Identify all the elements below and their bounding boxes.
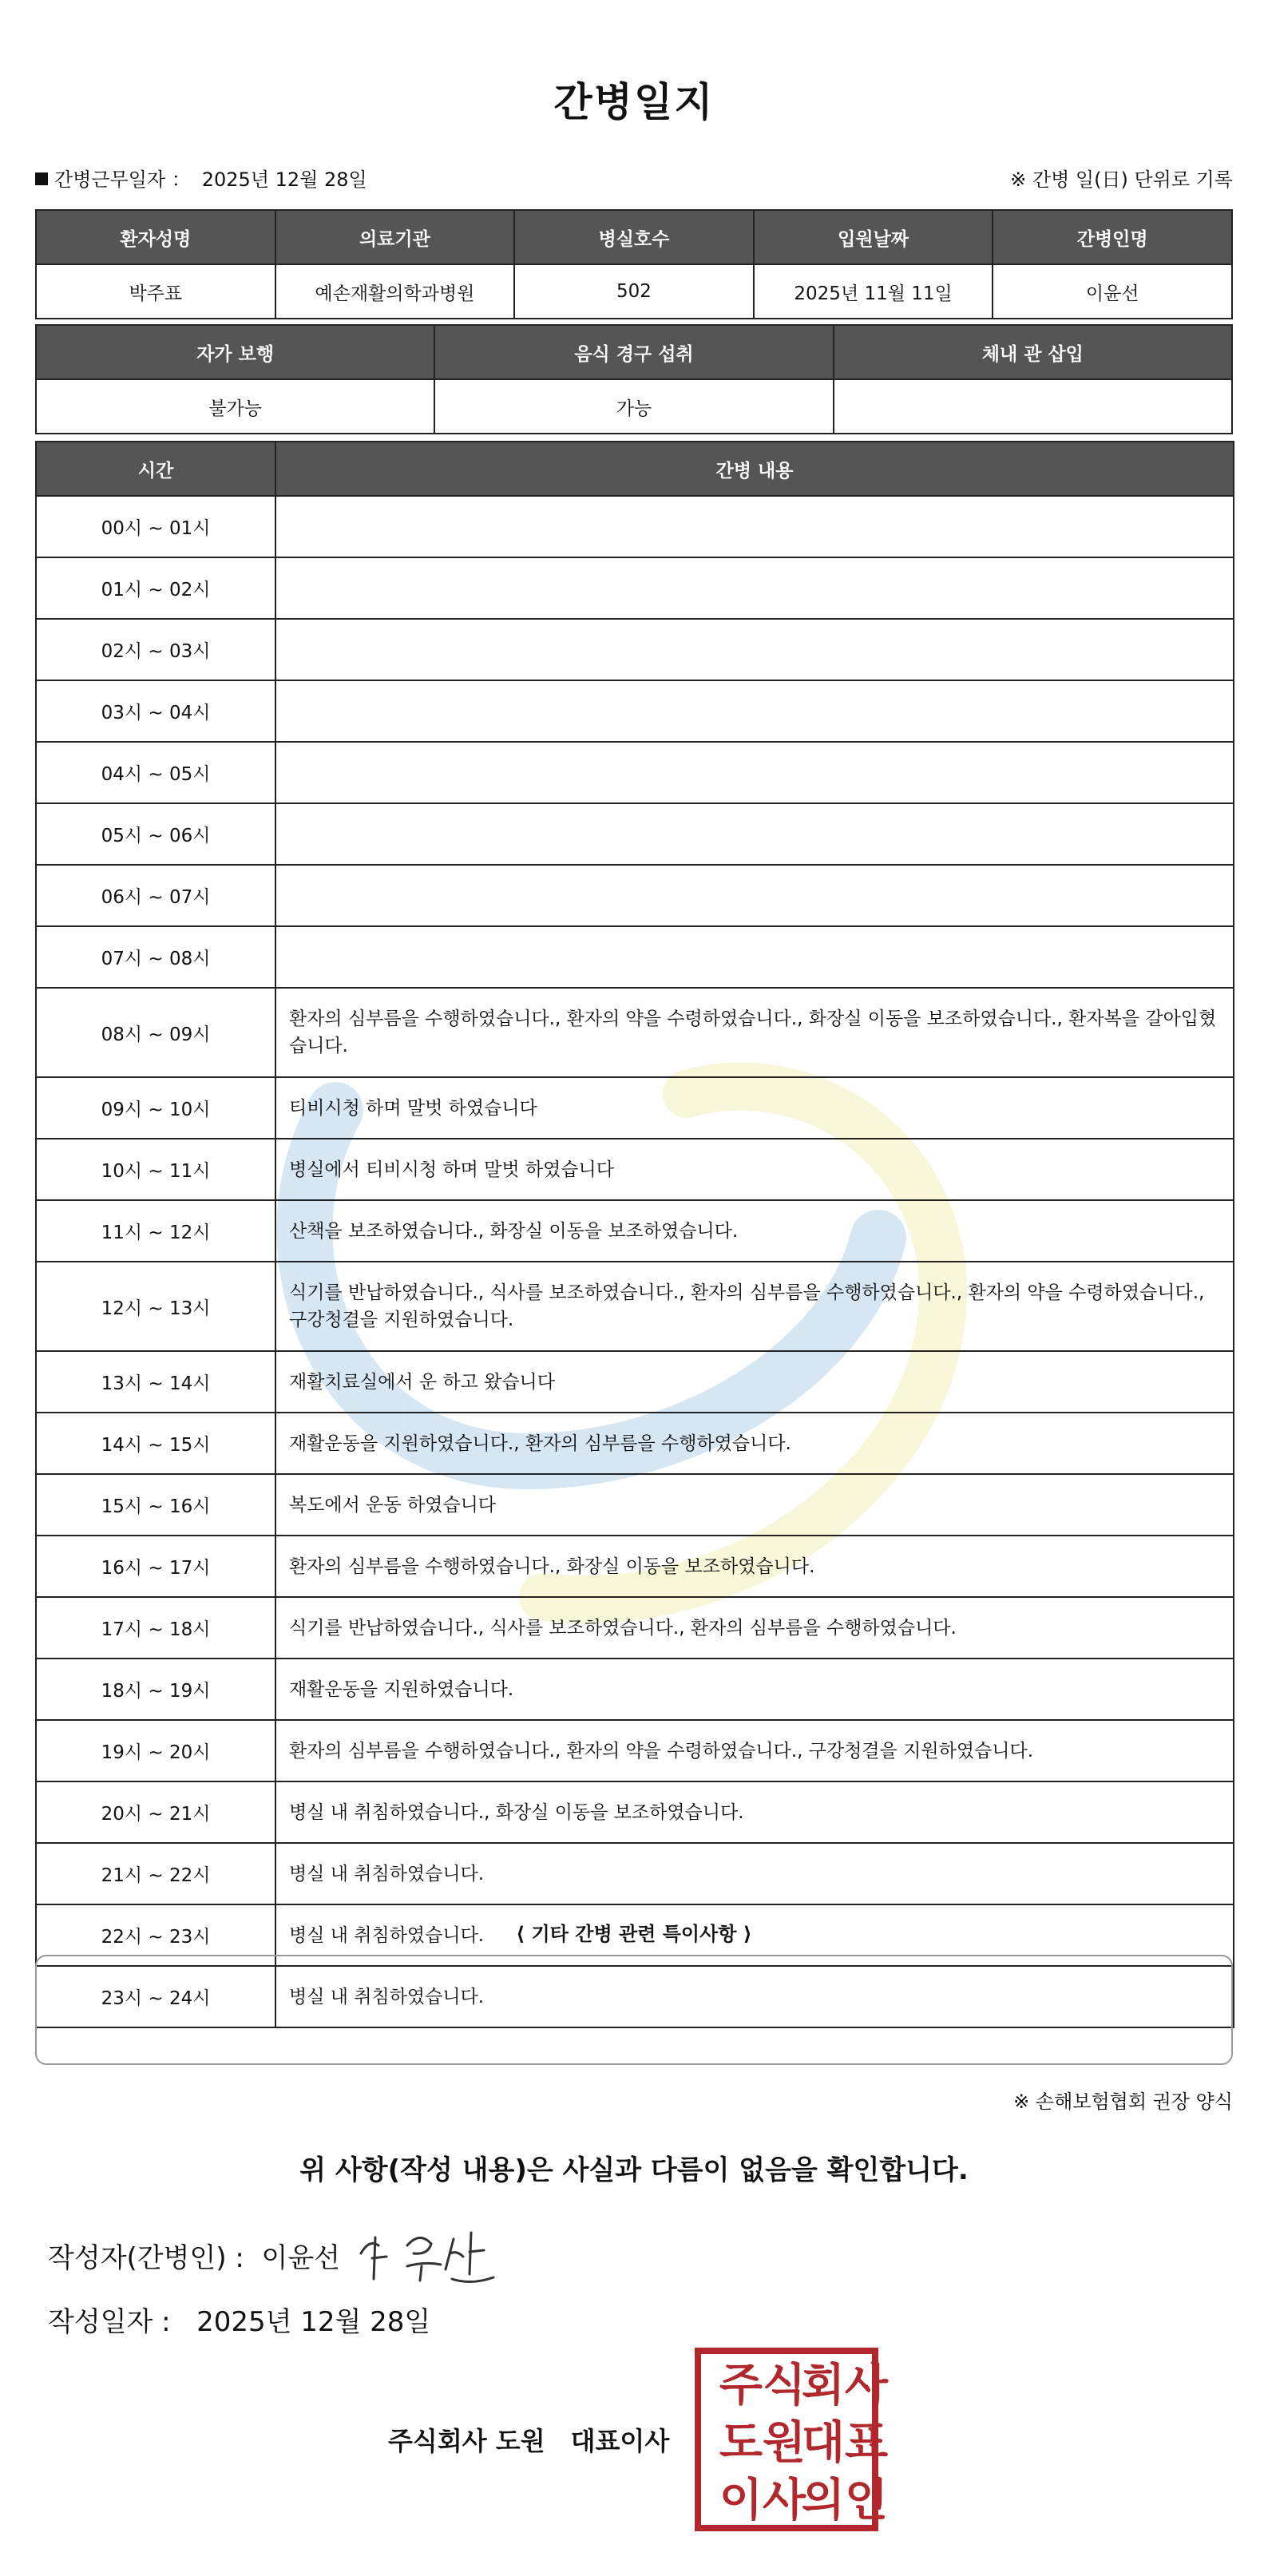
care-log-table [35, 441, 1234, 2028]
care-log-row [36, 1536, 1234, 1597]
written-date-value: 2025년 12월 28일 [196, 2306, 431, 2338]
handwritten-signature [351, 2221, 511, 2293]
special-notes-box [35, 1955, 1233, 2065]
care-log-content: 병실 내 취침하였습니다. [275, 1966, 1234, 2027]
care-log-row [36, 1077, 1234, 1139]
caregiver-name: 이윤선 [993, 264, 1232, 319]
care-log-row [36, 1262, 1234, 1351]
header-hospital: 의료기관 [275, 210, 515, 264]
care-log-row [36, 1720, 1234, 1781]
care-log-content: 병실 내 취침하였습니다., 화장실 이동을 보조하였습니다. [275, 1781, 1234, 1843]
care-log-content [275, 926, 1234, 988]
care-log-row [36, 680, 1234, 742]
care-log-content: 병실 내 취침하였습니다. [275, 1904, 1234, 1966]
care-log-row [36, 926, 1234, 988]
care-log-time: 20시 ~ 21시 [36, 1781, 275, 1843]
care-log-row [36, 1843, 1234, 1904]
care-log-time: 11시 ~ 12시 [36, 1200, 275, 1262]
care-log-row [36, 988, 1234, 1077]
written-date [48, 2300, 430, 2339]
care-log-time: 18시 ~ 19시 [36, 1659, 275, 1720]
care-log-content: 복도에서 운동 하였습니다 [275, 1474, 1234, 1536]
care-log-row [36, 803, 1234, 865]
hospital-name: 예손재활의학과병원 [275, 264, 515, 319]
writer-label: 작성자(간병인) : [48, 2242, 244, 2274]
care-log-content: 환자의 심부름을 수행하였습니다., 환자의 약을 수령하였습니다., 구강청결을 지원하였습니다. [275, 1720, 1234, 1781]
care-log-time: 02시 ~ 03시 [36, 619, 275, 680]
care-log-time: 22시 ~ 23시 [36, 1904, 275, 1966]
care-log-time: 05시 ~ 06시 [36, 803, 275, 865]
care-log-time: 08시 ~ 09시 [36, 988, 275, 1077]
header-time: 시간 [36, 442, 275, 496]
writer-line [48, 2236, 340, 2275]
care-log-content: 재활치료실에서 운 하고 왔습니다 [275, 1351, 1234, 1413]
care-log-time: 03시 ~ 04시 [36, 680, 275, 742]
svg-text:이사: 이사 [719, 2475, 806, 2526]
svg-text:의인: 의인 [801, 2475, 889, 2526]
svg-text:대표: 대표 [801, 2417, 889, 2469]
care-date-value: 2025년 12월 28일 [201, 168, 367, 191]
care-log-time: 04시 ~ 05시 [36, 742, 275, 803]
written-date-label: 작성일자 : [48, 2306, 171, 2338]
care-log-time: 12시 ~ 13시 [36, 1262, 275, 1351]
care-log-content [275, 557, 1234, 619]
care-log-time: 00시 ~ 01시 [36, 496, 275, 557]
header-tube: 체내 관 삽입 [834, 325, 1232, 379]
oral-intake-status: 가능 [434, 379, 833, 434]
walking-status: 불가능 [36, 379, 434, 434]
care-log-time: 15시 ~ 16시 [36, 1474, 275, 1536]
header-admission-date: 입원날짜 [754, 210, 993, 264]
room-number: 502 [514, 264, 754, 319]
care-log-content: 병실 내 취침하였습니다. [275, 1843, 1234, 1904]
unit-note: ※ 간병 일(日) 단위로 기록 [1010, 168, 1233, 191]
care-log-header-row [36, 442, 1234, 496]
care-log-time: 16시 ~ 17시 [36, 1536, 275, 1597]
care-log-row [36, 1659, 1234, 1720]
bullet-square-icon [35, 172, 48, 185]
svg-text:주식: 주식 [719, 2360, 806, 2412]
care-log-row [36, 557, 1234, 619]
patient-info-table [35, 209, 1233, 319]
care-log-row [36, 1351, 1234, 1413]
patient-status-table [35, 324, 1233, 434]
care-log-content: 재활운동을 지원하였습니다., 환자의 심부름을 수행하였습니다. [275, 1413, 1234, 1474]
writer-name: 이윤선 [261, 2242, 341, 2274]
svg-text:회사: 회사 [801, 2360, 889, 2412]
care-log-row [36, 1597, 1234, 1659]
care-log-row [36, 1413, 1234, 1474]
care-date [35, 164, 367, 192]
care-log-row [36, 619, 1234, 680]
svg-text:도원: 도원 [719, 2417, 806, 2469]
care-log-content [275, 680, 1234, 742]
care-log-time: 23시 ~ 24시 [36, 1966, 275, 2027]
header-room: 병실호수 [514, 210, 754, 264]
care-log-content [275, 803, 1234, 865]
care-log-content [275, 496, 1234, 557]
care-log-content: 환자의 심부름을 수행하였습니다., 환자의 약을 수령하였습니다., 화장실 이동을 보조하였습니다., 환자복을 갈아입혔습니다. [275, 988, 1234, 1077]
care-date-label: 간병근무일자 ： [54, 168, 191, 191]
care-log-row [36, 1139, 1234, 1200]
care-log-content: 산책을 보조하였습니다., 화장실 이동을 보조하였습니다. [275, 1200, 1234, 1262]
care-log-row [36, 1200, 1234, 1262]
tube-status [834, 379, 1232, 434]
care-log-time: 13시 ~ 14시 [36, 1351, 275, 1413]
company-representative: 주식회사 도원 대표이사 [388, 2426, 670, 2456]
header-walking: 자가 보행 [36, 325, 434, 379]
form-note: ※ 손해보험협회 권장 양식 [1013, 2091, 1233, 2113]
status-header-row [36, 325, 1232, 379]
document-title: 간병일지 [553, 79, 715, 125]
status-value-row [36, 379, 1232, 434]
special-notes-title: ⟨ 기타 간병 관련 특이사항 ⟩ [516, 1923, 752, 1945]
care-log-time: 10시 ~ 11시 [36, 1139, 275, 1200]
header-oral-intake: 음식 경구 섭취 [434, 325, 833, 379]
company-seal-stamp [695, 2348, 889, 2531]
care-log-time: 14시 ~ 15시 [36, 1413, 275, 1474]
care-log-time: 01시 ~ 02시 [36, 557, 275, 619]
care-log-time: 09시 ~ 10시 [36, 1077, 275, 1139]
care-log-content: 병실에서 티비시청 하며 말벗 하였습니다 [275, 1139, 1234, 1200]
confirmation-statement: 위 사항(작성 내용)은 사실과 다름이 없음을 확인합니다. [299, 2154, 969, 2186]
care-log-content: 환자의 심부름을 수행하였습니다., 화장실 이동을 보조하였습니다. [275, 1536, 1234, 1597]
care-log-time: 19시 ~ 20시 [36, 1720, 275, 1781]
care-log-content: 식기를 반납하였습니다., 식사를 보조하였습니다., 환자의 심부름을 수행하였습니다. [275, 1597, 1234, 1659]
care-log-row [36, 1474, 1234, 1536]
header-caregiver: 간병인명 [993, 210, 1232, 264]
care-log-content [275, 742, 1234, 803]
care-log-content: 재활운동을 지원하였습니다. [275, 1659, 1234, 1720]
care-log-row [36, 1781, 1234, 1843]
care-log-time: 06시 ~ 07시 [36, 865, 275, 926]
care-log-time: 21시 ~ 22시 [36, 1843, 275, 1904]
care-log-content: 식기를 반납하였습니다., 식사를 보조하였습니다., 환자의 심부름을 수행하였습니다., 환자의 약을 수령하였습니다., 구강청결을 지원하였습니다. [275, 1262, 1234, 1351]
patient-name: 박주표 [36, 264, 275, 319]
care-log-time: 17시 ~ 18시 [36, 1597, 275, 1659]
header-patient-name: 환자성명 [36, 210, 275, 264]
patient-info-value-row [36, 264, 1232, 319]
care-log-row [36, 742, 1234, 803]
admission-date: 2025년 11월 11일 [754, 264, 993, 319]
care-log-content: 티비시청 하며 말벗 하였습니다 [275, 1077, 1234, 1139]
care-log-content [275, 865, 1234, 926]
care-log-content [275, 619, 1234, 680]
header-care-content: 간병 내용 [275, 442, 1234, 496]
care-log-row [36, 865, 1234, 926]
patient-info-header-row [36, 210, 1232, 264]
care-log-row [36, 496, 1234, 557]
care-log-time: 07시 ~ 08시 [36, 926, 275, 988]
